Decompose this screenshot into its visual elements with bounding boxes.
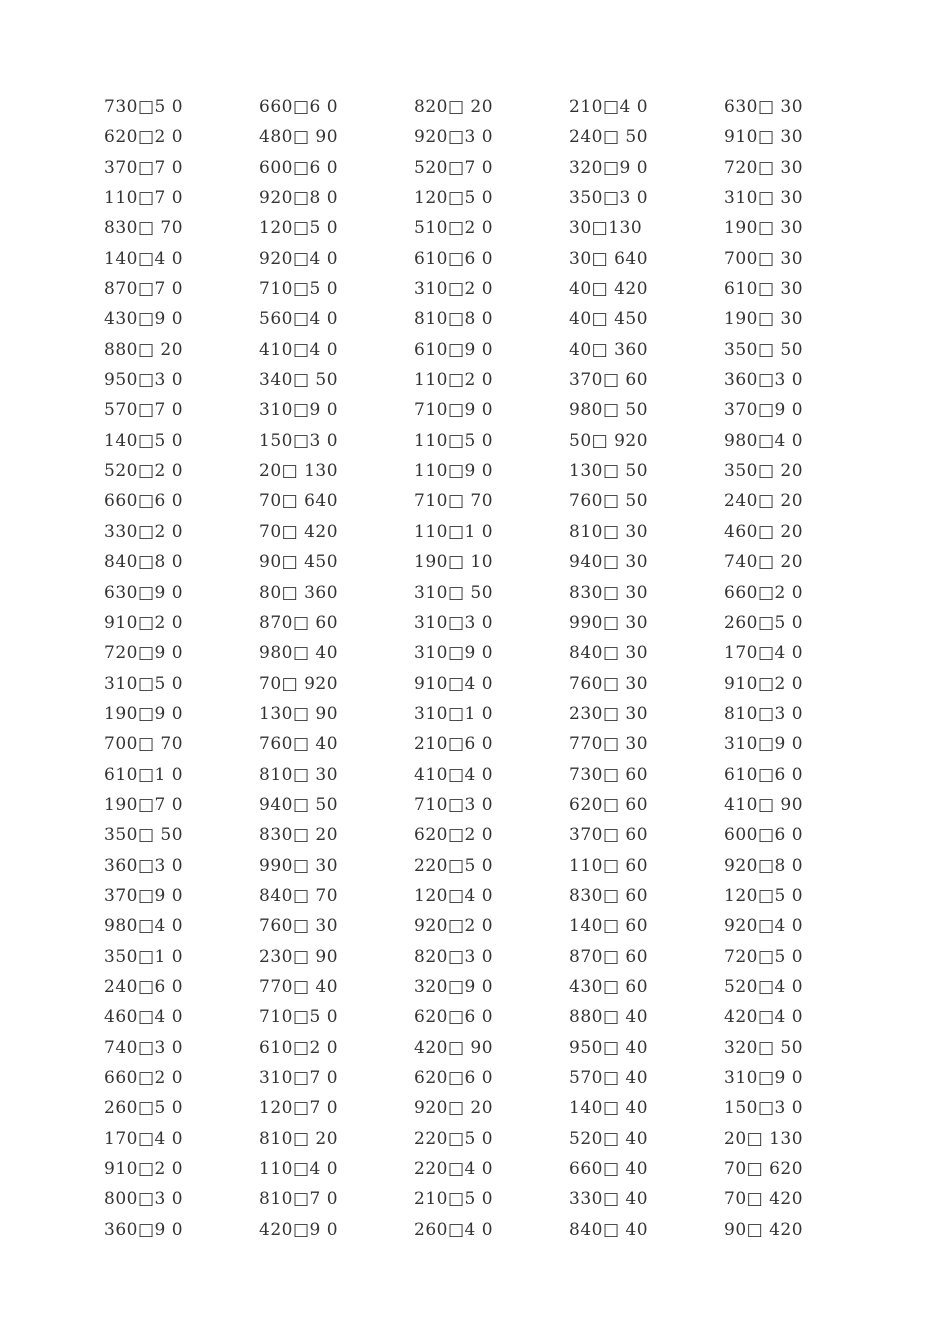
grid-row <box>104 669 864 699</box>
grid-row <box>104 911 864 941</box>
problem-cell: 610□6 0 <box>724 764 804 785</box>
problem-cell: 130□ 50 <box>569 461 649 482</box>
grid-row <box>104 608 864 638</box>
problem-cell: 760□ 30 <box>259 916 339 937</box>
problem-cell: 660□ 40 <box>569 1159 649 1180</box>
grid-row <box>104 1215 864 1245</box>
problem-cell: 150□3 0 <box>724 1098 804 1119</box>
problem-cell: 310□9 0 <box>414 643 494 664</box>
problem-cell: 830□ 70 <box>104 218 184 239</box>
grid-row <box>104 304 864 334</box>
problem-cell: 310□ 50 <box>414 582 494 603</box>
problem-cell: 820□ 20 <box>414 97 494 117</box>
problem-cell: 340□ 50 <box>259 370 339 391</box>
grid-row <box>104 729 864 759</box>
problem-cell: 910□2 0 <box>724 673 804 694</box>
grid-row <box>104 213 864 243</box>
problem-cell: 210□4 0 <box>569 97 649 117</box>
problem-cell: 310□5 0 <box>104 673 184 694</box>
problem-cell: 190□ 30 <box>724 309 804 330</box>
problem-cell: 920□4 0 <box>724 916 804 937</box>
problem-cell: 600□6 0 <box>259 157 339 178</box>
grid-row <box>104 153 864 183</box>
grid-row <box>104 1184 864 1214</box>
problem-cell: 310□2 0 <box>414 279 494 300</box>
problem-cell: 320□9 0 <box>569 157 649 178</box>
problem-cell: 120□7 0 <box>259 1098 339 1119</box>
problem-cell: 880□ 40 <box>569 1007 649 1028</box>
problem-cell: 120□4 0 <box>414 885 494 906</box>
problem-cell: 70□ 420 <box>724 1189 804 1210</box>
arithmetic-grid <box>104 92 864 1245</box>
problem-cell: 50□ 920 <box>569 430 649 451</box>
problem-cell: 330□ 40 <box>569 1189 649 1210</box>
problem-cell: 210□5 0 <box>414 1189 494 1210</box>
problem-cell: 220□4 0 <box>414 1159 494 1180</box>
problem-cell: 620□6 0 <box>414 1007 494 1028</box>
problem-cell: 570□ 40 <box>569 1068 649 1088</box>
problem-cell: 350□3 0 <box>569 188 649 209</box>
problem-cell: 310□9 0 <box>259 400 339 421</box>
problem-cell: 980□4 0 <box>104 916 184 937</box>
problem-cell: 720□9 0 <box>104 643 184 664</box>
problem-cell: 770□ 40 <box>259 976 339 997</box>
problem-cell: 240□ 50 <box>569 127 649 148</box>
grid-row <box>104 335 864 365</box>
problem-cell: 940□ 30 <box>569 552 649 573</box>
problem-cell: 70□ 420 <box>259 521 339 542</box>
grid-row <box>104 1154 864 1184</box>
problem-cell: 980□ 50 <box>569 400 649 421</box>
problem-cell: 420□ 90 <box>414 1037 494 1058</box>
problem-cell: 360□9 0 <box>104 1219 184 1240</box>
problem-cell: 460□4 0 <box>104 1007 184 1028</box>
problem-cell: 660□6 0 <box>259 97 339 117</box>
problem-cell: 910□2 0 <box>104 612 184 633</box>
problem-cell: 140□ 40 <box>569 1098 649 1119</box>
problem-cell: 840□ 70 <box>259 885 339 906</box>
problem-cell: 350□ 20 <box>724 461 804 482</box>
problem-cell: 170□4 0 <box>104 1128 184 1149</box>
problem-cell: 920□8 0 <box>259 188 339 209</box>
problem-cell: 910□2 0 <box>104 1159 184 1180</box>
problem-cell: 920□3 0 <box>414 127 494 148</box>
problem-cell: 110□7 0 <box>104 188 184 209</box>
grid-row <box>104 365 864 395</box>
grid-row <box>104 183 864 213</box>
grid-row <box>104 517 864 547</box>
problem-cell: 910□ 30 <box>724 127 804 148</box>
grid-row <box>104 578 864 608</box>
problem-cell: 350□ 50 <box>724 339 804 360</box>
problem-cell: 310□9 0 <box>724 734 804 755</box>
problem-cell: 410□4 0 <box>259 339 339 360</box>
grid-row <box>104 881 864 911</box>
grid-row <box>104 760 864 790</box>
problem-cell: 920□2 0 <box>414 916 494 937</box>
problem-cell: 760□ 30 <box>569 673 649 694</box>
grid-row <box>104 426 864 456</box>
problem-cell: 710□5 0 <box>259 1007 339 1028</box>
problem-cell: 210□6 0 <box>414 734 494 755</box>
problem-cell: 950□3 0 <box>104 370 184 391</box>
problem-cell: 730□ 60 <box>569 764 649 785</box>
problem-cell: 520□4 0 <box>724 976 804 997</box>
problem-cell: 920□4 0 <box>259 248 339 269</box>
problem-cell: 870□ 60 <box>259 612 339 633</box>
problem-cell: 370□7 0 <box>104 157 184 178</box>
problem-cell: 630□9 0 <box>104 582 184 603</box>
problem-cell: 560□4 0 <box>259 309 339 330</box>
problem-cell: 190□7 0 <box>104 794 184 815</box>
problem-cell: 460□ 20 <box>724 521 804 542</box>
problem-cell: 260□4 0 <box>414 1219 494 1240</box>
problem-cell: 760□ 50 <box>569 491 649 512</box>
problem-cell: 310□ 30 <box>724 188 804 209</box>
grid-row <box>104 790 864 820</box>
problem-cell: 940□ 50 <box>259 794 339 815</box>
problem-cell: 870□ 60 <box>569 946 649 967</box>
grid-row <box>104 820 864 850</box>
problem-cell: 40□ 360 <box>569 339 649 360</box>
problem-cell: 480□ 90 <box>259 127 339 148</box>
problem-cell: 710□3 0 <box>414 794 494 815</box>
problem-cell: 130□ 90 <box>259 703 339 724</box>
problem-cell: 90□ 420 <box>724 1219 804 1240</box>
problem-cell: 110□5 0 <box>414 430 494 451</box>
problem-cell: 770□ 30 <box>569 734 649 755</box>
problem-cell: 120□5 0 <box>259 218 339 239</box>
problem-cell: 170□4 0 <box>724 643 804 664</box>
problem-cell: 740□ 20 <box>724 552 804 573</box>
grid-row <box>104 851 864 881</box>
grid-row <box>104 699 864 729</box>
grid-row <box>104 1002 864 1032</box>
problem-cell: 70□ 620 <box>724 1159 804 1180</box>
problem-cell: 710□9 0 <box>414 400 494 421</box>
problem-cell: 520□2 0 <box>104 461 184 482</box>
problem-cell: 240□6 0 <box>104 976 184 997</box>
problem-cell: 570□7 0 <box>104 400 184 421</box>
problem-cell: 870□7 0 <box>104 279 184 300</box>
problem-cell: 840□ 30 <box>569 643 649 664</box>
problem-cell: 730□5 0 <box>104 97 184 117</box>
problem-cell: 720□5 0 <box>724 946 804 967</box>
problem-cell: 140□ 60 <box>569 916 649 937</box>
problem-cell: 360□3 0 <box>724 370 804 391</box>
problem-cell: 220□5 0 <box>414 1128 494 1149</box>
problem-cell: 810□3 0 <box>724 703 804 724</box>
problem-cell: 710□ 70 <box>414 491 494 512</box>
problem-cell: 700□ 30 <box>724 248 804 269</box>
problem-cell: 330□2 0 <box>104 521 184 542</box>
problem-cell: 230□ 30 <box>569 703 649 724</box>
problem-cell: 350□1 0 <box>104 946 184 967</box>
problem-cell: 260□5 0 <box>104 1098 184 1119</box>
problem-cell: 80□ 360 <box>259 582 339 603</box>
problem-cell: 30□130 <box>569 218 643 239</box>
problem-cell: 610□1 0 <box>104 764 184 785</box>
problem-cell: 220□5 0 <box>414 855 494 876</box>
problem-cell: 40□ 450 <box>569 309 649 330</box>
problem-cell: 840□ 40 <box>569 1219 649 1240</box>
problem-cell: 610□2 0 <box>259 1037 339 1058</box>
problem-cell: 910□4 0 <box>414 673 494 694</box>
problem-cell: 150□3 0 <box>259 430 339 451</box>
problem-cell: 990□ 30 <box>569 612 649 633</box>
problem-cell: 410□4 0 <box>414 764 494 785</box>
problem-cell: 190□ 10 <box>414 552 494 573</box>
problem-cell: 70□ 920 <box>259 673 339 694</box>
problem-cell: 140□5 0 <box>104 430 184 451</box>
problem-cell: 310□9 0 <box>724 1068 804 1088</box>
grid-row <box>104 456 864 486</box>
problem-cell: 760□ 40 <box>259 734 339 755</box>
problem-cell: 660□2 0 <box>104 1068 184 1088</box>
problem-cell: 740□3 0 <box>104 1037 184 1058</box>
problem-cell: 620□ 60 <box>569 794 649 815</box>
problem-cell: 120□5 0 <box>414 188 494 209</box>
problem-cell: 800□3 0 <box>104 1189 184 1210</box>
problem-cell: 920□ 20 <box>414 1098 494 1119</box>
problem-cell: 830□ 30 <box>569 582 649 603</box>
problem-cell: 430□9 0 <box>104 309 184 330</box>
problem-cell: 810□ 30 <box>569 521 649 542</box>
problem-cell: 350□ 50 <box>104 825 184 846</box>
grid-row <box>104 1124 864 1154</box>
problem-cell: 520□ 40 <box>569 1128 649 1149</box>
problem-cell: 620□2 0 <box>104 127 184 148</box>
problem-cell: 310□3 0 <box>414 612 494 633</box>
problem-cell: 610□6 0 <box>414 248 494 269</box>
problem-cell: 660□2 0 <box>724 582 804 603</box>
problem-cell: 510□2 0 <box>414 218 494 239</box>
problem-cell: 810□7 0 <box>259 1189 339 1210</box>
problem-cell: 110□9 0 <box>414 461 494 482</box>
problem-cell: 310□7 0 <box>259 1068 339 1088</box>
problem-cell: 240□ 20 <box>724 491 804 512</box>
problem-cell: 30□ 640 <box>569 248 649 269</box>
grid-row <box>104 972 864 1002</box>
problem-cell: 880□ 20 <box>104 339 184 360</box>
grid-row <box>104 547 864 577</box>
grid-row <box>104 942 864 972</box>
problem-cell: 820□3 0 <box>414 946 494 967</box>
problem-cell: 320□9 0 <box>414 976 494 997</box>
grid-row <box>104 638 864 668</box>
grid-row <box>104 244 864 274</box>
problem-cell: 70□ 640 <box>259 491 339 512</box>
grid-row <box>104 92 864 122</box>
problem-cell: 20□ 130 <box>259 461 339 482</box>
problem-cell: 980□ 40 <box>259 643 339 664</box>
problem-cell: 810□ 20 <box>259 1128 339 1149</box>
problem-cell: 840□8 0 <box>104 552 184 573</box>
problem-cell: 20□ 130 <box>724 1128 804 1149</box>
problem-cell: 110□ 60 <box>569 855 649 876</box>
problem-cell: 620□2 0 <box>414 825 494 846</box>
problem-cell: 660□6 0 <box>104 491 184 512</box>
problem-cell: 920□8 0 <box>724 855 804 876</box>
problem-cell: 230□ 90 <box>259 946 339 967</box>
problem-cell: 110□1 0 <box>414 521 494 542</box>
problem-cell: 830□ 60 <box>569 885 649 906</box>
grid-row <box>104 395 864 425</box>
problem-cell: 710□5 0 <box>259 279 339 300</box>
problem-cell: 110□4 0 <box>259 1159 339 1180</box>
problem-cell: 420□4 0 <box>724 1007 804 1028</box>
problem-cell: 700□ 70 <box>104 734 184 755</box>
grid-row <box>104 486 864 516</box>
problem-cell: 420□9 0 <box>259 1219 339 1240</box>
problem-cell: 260□5 0 <box>724 612 804 633</box>
problem-cell: 810□ 30 <box>259 764 339 785</box>
grid-row <box>104 274 864 304</box>
problem-cell: 40□ 420 <box>569 279 649 300</box>
problem-cell: 370□9 0 <box>104 885 184 906</box>
problem-cell: 320□ 50 <box>724 1037 804 1058</box>
problem-cell: 360□3 0 <box>104 855 184 876</box>
problem-cell: 430□ 60 <box>569 976 649 997</box>
grid-row <box>104 1033 864 1063</box>
problem-cell: 190□ 30 <box>724 218 804 239</box>
problem-cell: 370□9 0 <box>724 400 804 421</box>
problem-cell: 120□5 0 <box>724 885 804 906</box>
problem-cell: 110□2 0 <box>414 370 494 391</box>
problem-cell: 90□ 450 <box>259 552 339 573</box>
grid-row <box>104 1063 864 1093</box>
problem-cell: 310□1 0 <box>414 703 494 724</box>
problem-cell: 620□6 0 <box>414 1068 494 1088</box>
problem-cell: 630□ 30 <box>724 97 804 117</box>
problem-cell: 950□ 40 <box>569 1037 649 1058</box>
problem-cell: 600□6 0 <box>724 825 804 846</box>
problem-cell: 140□4 0 <box>104 248 184 269</box>
problem-cell: 370□ 60 <box>569 825 649 846</box>
problem-cell: 980□4 0 <box>724 430 804 451</box>
grid-row <box>104 1093 864 1123</box>
problem-cell: 370□ 60 <box>569 370 649 391</box>
problem-cell: 610□ 30 <box>724 279 804 300</box>
problem-cell: 610□9 0 <box>414 339 494 360</box>
problem-cell: 520□7 0 <box>414 157 494 178</box>
problem-cell: 830□ 20 <box>259 825 339 846</box>
problem-cell: 990□ 30 <box>259 855 339 876</box>
grid-row <box>104 122 864 152</box>
problem-cell: 410□ 90 <box>724 794 804 815</box>
problem-cell: 190□9 0 <box>104 703 184 724</box>
problem-cell: 720□ 30 <box>724 157 804 178</box>
problem-cell: 810□8 0 <box>414 309 494 330</box>
